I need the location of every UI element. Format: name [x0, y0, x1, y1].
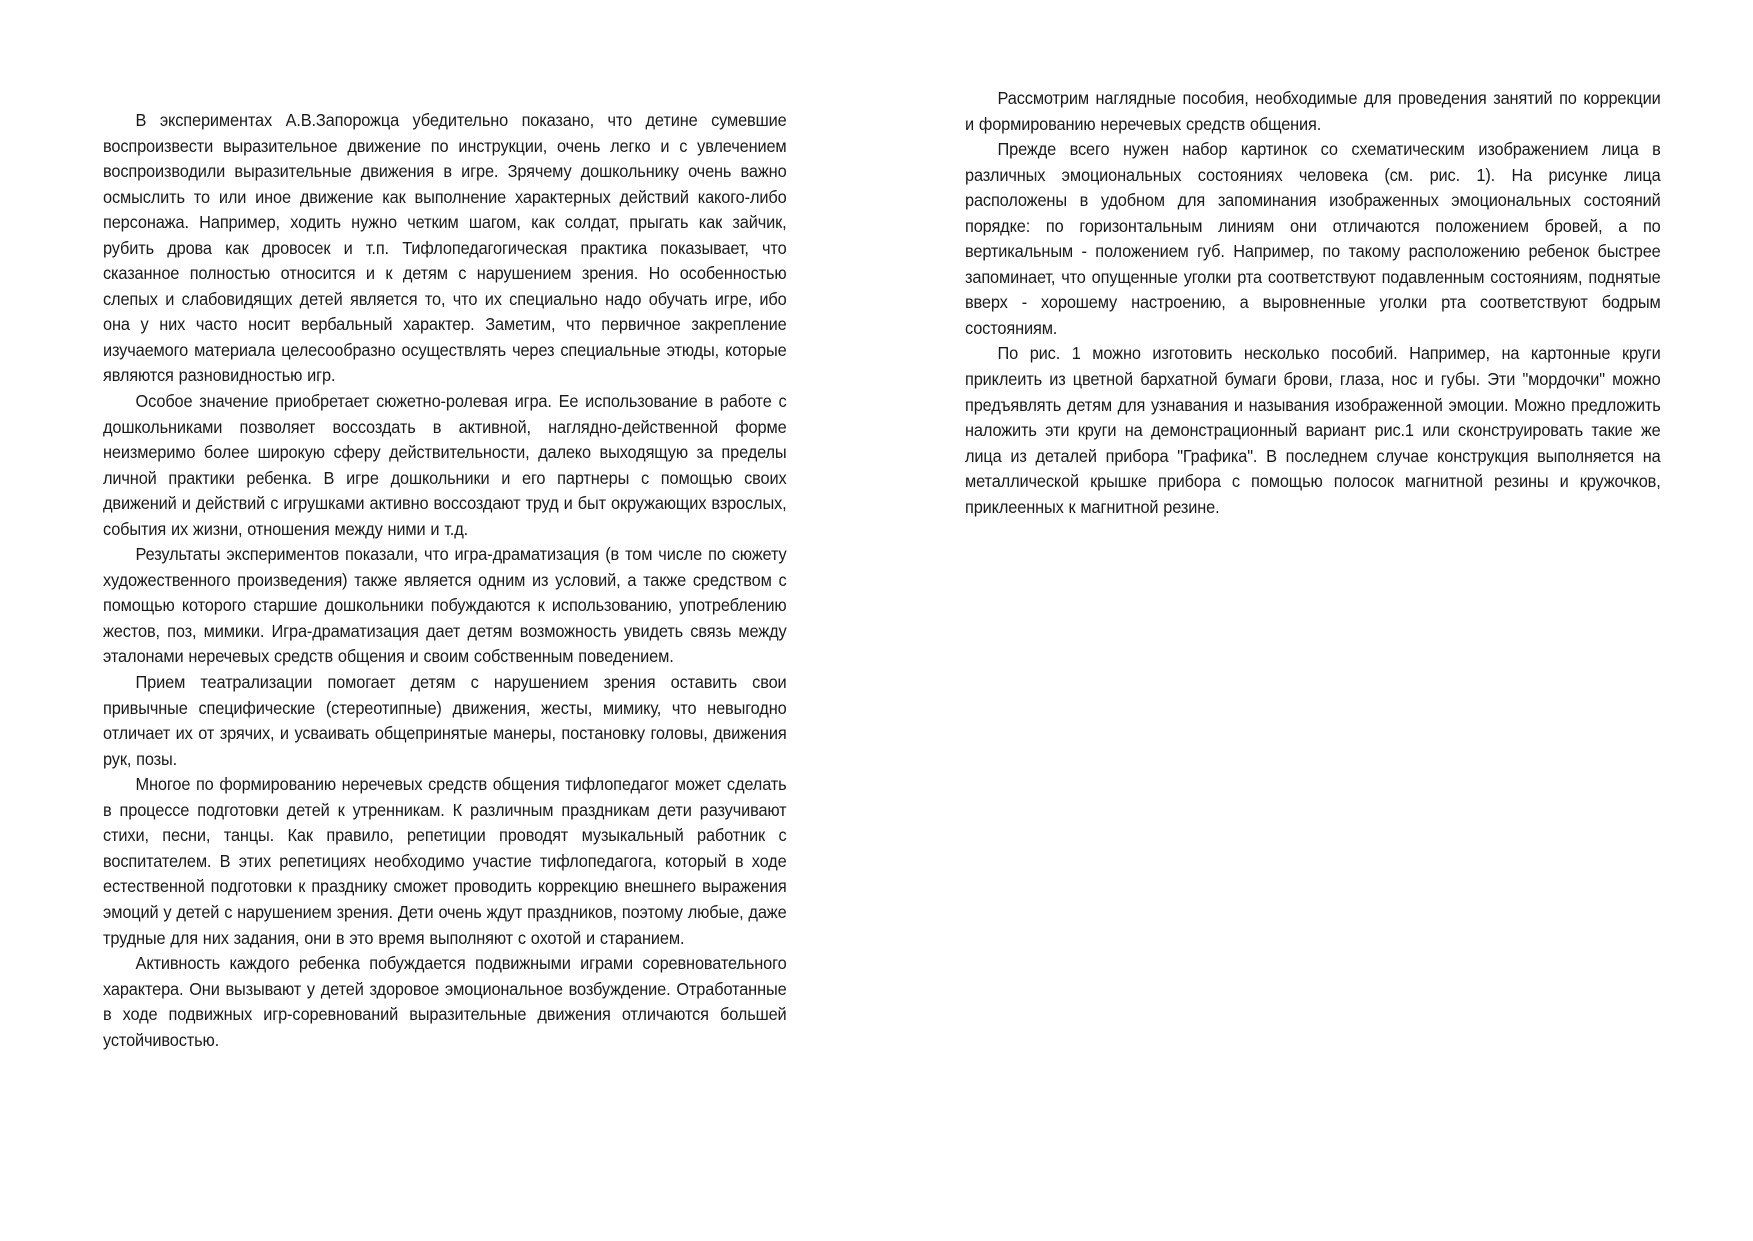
- left-paragraph-1: В экспериментах А.В.Запорожца убедительно показано, что детине сумевшие воспроизвести выразительное движение по инструкции, очень легко и с увлечением воспроизводили выразительные движения в игре. Зрячему дошкольнику очень важно осмыслить то или иное движение как выполнение характерных действий какого-либо персонажа. Например, ходить нужно четким шагом, как солдат, прыгать как зайчик, рубить дрова как дровосек и т.п. Тифлопедагогическая практика показывает, что сказанное полностью относится и к детям с нарушением зрения. Но особенностью слепых и слабовидящих детей является то, что их специально надо обучать игре, ибо она у них часто носит вербальный характер. Заметим, что первичное закрепление изучаемого материала целесообразно осуществлять через специальные этюды, которые являются разновидностью игр.: [103, 110, 787, 386]
- left-paragraph-3: Результаты экспериментов показали, что игра-драматизация (в том числе по сюжету художественного произведения) также является одним из условий, а также средством с помощью которого старшие дошкольники побуждаются к использованию, употреблению жестов, поз, мимики. Игра-драматизация дает детям возможность увидеть связь между эталонами неречевых средств общения и своим собственным поведением.: [103, 544, 787, 667]
- right-paragraph-3: По рис. 1 можно изготовить несколько пособий. Например, на картонные круги приклеить из цветной бархатной бумаги брови, глаза, нос и губы. Эти "мордочки" можно предъявлять детям для узнавания и называния изображенной эмоции. Можно предложить наложить эти круги на демонстрационный вариант рис.1 или сконструировать такие же лица из деталей прибора "Графика". В последнем случае конструкция выполняется на металлической крышке прибора с помощью полосок магнитной резины и кружочков, приклеенных к магнитной резине.: [965, 343, 1661, 517]
- right-page-text: [965, 86, 1661, 520]
- left-paragraph-2: Особое значение приобретает сюжетно-ролевая игра. Ее использование в работе с дошкольниками позволяет воссоздать в активной, наглядно-действенной форме неизмеримо более широкую сферу действительности, далеко выходящую за пределы личной практики ребенка. В игре дошкольники и его партнеры с помощью своих движений и действий с игрушками активно воссоздают труд и быт окружающих взрослых, события их жизни, отношения между ними и т.д.: [103, 391, 787, 539]
- right-paragraph-1: Рассмотрим наглядные пособия, необходимые для проведения занятий по коррекции и формированию неречевых средств общения.: [965, 88, 1661, 134]
- right-paragraph-2: Прежде всего нужен набор картинок со схематическим изображением лица в различных эмоциональных состояниях человека (см. рис. 1). На рисунке лица расположены в удобном для запоминания изображенных эмоциональных состояний порядке: по горизонтальным линиям они отличаются положением бровей, а по вертикальным - положением губ. Например, по такому расположению ребенок быстрее запоминает, что опущенные уголки рта соответствуют подавленным состояниям, поднятые вверх - хорошему настроению, а выровненные уголки рта соответствуют бодрым состояниям.: [965, 139, 1661, 338]
- left-paragraph-4: Прием театрализации помогает детям с нарушением зрения оставить свои привычные специфические (стереотипные) движения, жесты, мимику, что невыгодно отличает их от зрячих, и усваивать общепринятые манеры, постановку головы, движения рук, позы.: [103, 672, 787, 769]
- left-paragraph-6: Активность каждого ребенка побуждается подвижными играми соревновательного характера. Они вызывают у детей здоровое эмоциональное возбуждение. Отработанные в ходе подвижных игр-соревнований выразительные движения отличаются большей устойчивостью.: [103, 953, 787, 1050]
- left-page-text: [103, 108, 787, 1053]
- left-paragraph-5: Многое по формированию неречевых средств общения тифлопедагог может сделать в процессе подготовки детей к утренникам. К различным праздникам дети разучивают стихи, песни, танцы. Как правило, репетиции проводят музыкальный работник с воспитателем. В этих репетициях необходимо участие тифлопедагога, который в ходе естественной подготовки к празднику сможет проводить коррекцию внешнего выражения эмоций у детей с нарушением зрения. Дети очень ждут праздников, поэтому любые, даже трудные для них задания, они в это время выполняют с охотой и старанием.: [103, 774, 787, 948]
